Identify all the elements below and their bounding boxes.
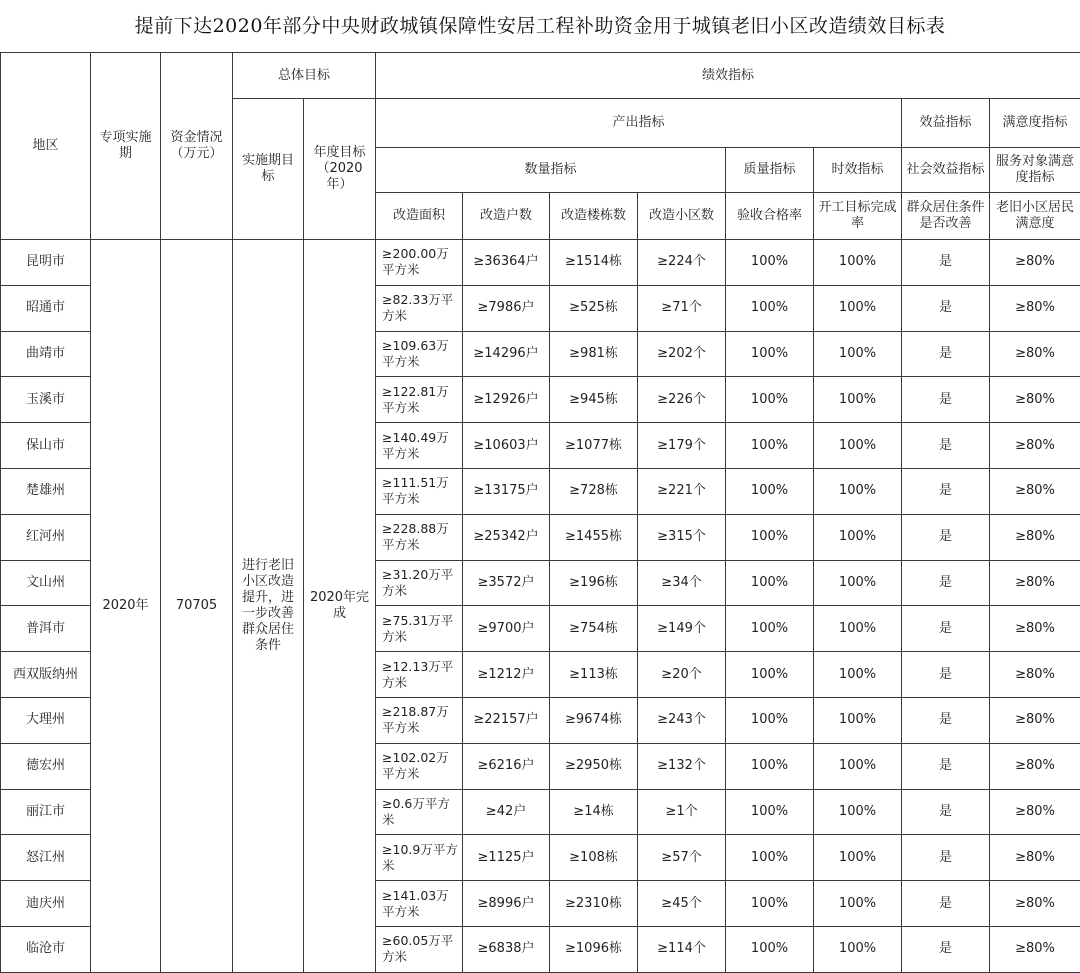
cell-area: ≥0.6万平方米 <box>376 789 463 835</box>
cell-improved: 是 <box>902 743 990 789</box>
col-header-satisfaction: 老旧小区居民满意度 <box>990 193 1080 240</box>
cell-satisfaction: ≥80% <box>990 331 1080 377</box>
cell-timely: 100% <box>814 331 902 377</box>
cell-buildings: ≥728栋 <box>550 468 638 514</box>
cell-households: ≥6838户 <box>463 926 550 972</box>
col-header-quality: 验收合格率 <box>726 193 814 240</box>
cell-improved: 是 <box>902 835 990 881</box>
cell-quality: 100% <box>726 789 814 835</box>
cell-buildings: ≥2310栋 <box>550 881 638 927</box>
cell-households: ≥9700户 <box>463 606 550 652</box>
col-header-households: 改造户数 <box>463 193 550 240</box>
header-funds: 资金情况（万元） <box>161 53 233 240</box>
cell-satisfaction: ≥80% <box>990 789 1080 835</box>
cell-satisfaction: ≥80% <box>990 835 1080 881</box>
cell-region: 临沧市 <box>1 926 91 972</box>
cell-satisfaction: ≥80% <box>990 652 1080 698</box>
cell-households: ≥7986户 <box>463 285 550 331</box>
cell-improved: 是 <box>902 285 990 331</box>
cell-area: ≥102.02万平方米 <box>376 743 463 789</box>
header-quality: 质量指标 <box>726 148 814 193</box>
cell-timely: 100% <box>814 560 902 606</box>
cell-buildings: ≥1096栋 <box>550 926 638 972</box>
cell-improved: 是 <box>902 789 990 835</box>
cell-timely: 100% <box>814 423 902 469</box>
cell-timely: 100% <box>814 606 902 652</box>
cell-buildings: ≥754栋 <box>550 606 638 652</box>
header-satisfaction: 满意度指标 <box>990 99 1080 148</box>
cell-timely: 100% <box>814 285 902 331</box>
cell-households: ≥10603户 <box>463 423 550 469</box>
cell-impl-goal: 进行老旧小区改造提升，进一步改善群众居住条件 <box>233 240 304 973</box>
cell-households: ≥8996户 <box>463 881 550 927</box>
cell-improved: 是 <box>902 881 990 927</box>
cell-quality: 100% <box>726 468 814 514</box>
cell-timely: 100% <box>814 789 902 835</box>
cell-quality: 100% <box>726 377 814 423</box>
cell-region: 怒江州 <box>1 835 91 881</box>
cell-region: 普洱市 <box>1 606 91 652</box>
cell-communities: ≥202个 <box>638 331 726 377</box>
header-output: 产出指标 <box>376 99 902 148</box>
cell-quality: 100% <box>726 240 814 286</box>
cell-households: ≥12926户 <box>463 377 550 423</box>
cell-satisfaction: ≥80% <box>990 697 1080 743</box>
cell-timely: 100% <box>814 835 902 881</box>
cell-quality: 100% <box>726 514 814 560</box>
cell-improved: 是 <box>902 514 990 560</box>
cell-quality: 100% <box>726 560 814 606</box>
cell-region: 楚雄州 <box>1 468 91 514</box>
cell-communities: ≥20个 <box>638 652 726 698</box>
cell-households: ≥36364户 <box>463 240 550 286</box>
cell-improved: 是 <box>902 652 990 698</box>
cell-area: ≥141.03万平方米 <box>376 881 463 927</box>
cell-improved: 是 <box>902 377 990 423</box>
cell-households: ≥1125户 <box>463 835 550 881</box>
cell-improved: 是 <box>902 423 990 469</box>
cell-region: 曲靖市 <box>1 331 91 377</box>
cell-quality: 100% <box>726 697 814 743</box>
cell-area: ≥10.9万平方米 <box>376 835 463 881</box>
cell-quality: 100% <box>726 835 814 881</box>
cell-region: 红河州 <box>1 514 91 560</box>
table-row <box>1 240 1080 286</box>
cell-satisfaction: ≥80% <box>990 423 1080 469</box>
cell-communities: ≥57个 <box>638 835 726 881</box>
cell-region: 西双版纳州 <box>1 652 91 698</box>
cell-households: ≥13175户 <box>463 468 550 514</box>
cell-communities: ≥149个 <box>638 606 726 652</box>
cell-improved: 是 <box>902 240 990 286</box>
header-region: 地区 <box>1 53 91 240</box>
cell-timely: 100% <box>814 881 902 927</box>
cell-buildings: ≥9674栋 <box>550 697 638 743</box>
cell-timely: 100% <box>814 240 902 286</box>
cell-quality: 100% <box>726 743 814 789</box>
cell-timely: 100% <box>814 377 902 423</box>
cell-region: 大理州 <box>1 697 91 743</box>
cell-annual-goal: 2020年完成 <box>304 240 376 973</box>
cell-communities: ≥243个 <box>638 697 726 743</box>
cell-buildings: ≥945栋 <box>550 377 638 423</box>
cell-communities: ≥179个 <box>638 423 726 469</box>
cell-buildings: ≥2950栋 <box>550 743 638 789</box>
header-benefit: 效益指标 <box>902 99 990 148</box>
cell-communities: ≥114个 <box>638 926 726 972</box>
cell-satisfaction: ≥80% <box>990 560 1080 606</box>
col-header-buildings: 改造楼栋数 <box>550 193 638 240</box>
cell-satisfaction: ≥80% <box>990 606 1080 652</box>
cell-buildings: ≥1514栋 <box>550 240 638 286</box>
cell-improved: 是 <box>902 560 990 606</box>
cell-timely: 100% <box>814 514 902 560</box>
cell-quality: 100% <box>726 423 814 469</box>
header-period: 专项实施期 <box>91 53 161 240</box>
cell-satisfaction: ≥80% <box>990 926 1080 972</box>
cell-region: 保山市 <box>1 423 91 469</box>
cell-buildings: ≥14栋 <box>550 789 638 835</box>
cell-households: ≥3572户 <box>463 560 550 606</box>
cell-quality: 100% <box>726 926 814 972</box>
header-annual-goal: 年度目标（2020年） <box>304 99 376 240</box>
cell-improved: 是 <box>902 468 990 514</box>
cell-buildings: ≥1077栋 <box>550 423 638 469</box>
cell-area: ≥60.05万平方米 <box>376 926 463 972</box>
cell-satisfaction: ≥80% <box>990 285 1080 331</box>
cell-timely: 100% <box>814 468 902 514</box>
cell-period: 2020年 <box>91 240 161 973</box>
cell-region: 迪庆州 <box>1 881 91 927</box>
cell-area: ≥200.00万平方米 <box>376 240 463 286</box>
cell-communities: ≥45个 <box>638 881 726 927</box>
cell-quality: 100% <box>726 331 814 377</box>
cell-satisfaction: ≥80% <box>990 743 1080 789</box>
cell-improved: 是 <box>902 606 990 652</box>
header-quantity: 数量指标 <box>376 148 726 193</box>
cell-region: 文山州 <box>1 560 91 606</box>
cell-satisfaction: ≥80% <box>990 377 1080 423</box>
cell-region: 昆明市 <box>1 240 91 286</box>
header-performance: 绩效指标 <box>376 53 1080 99</box>
cell-communities: ≥224个 <box>638 240 726 286</box>
cell-satisfaction: ≥80% <box>990 514 1080 560</box>
cell-households: ≥22157户 <box>463 697 550 743</box>
cell-area: ≥111.51万平方米 <box>376 468 463 514</box>
cell-communities: ≥315个 <box>638 514 726 560</box>
cell-households: ≥25342户 <box>463 514 550 560</box>
cell-households: ≥1212户 <box>463 652 550 698</box>
cell-area: ≥122.81万平方米 <box>376 377 463 423</box>
cell-area: ≥75.31万平方米 <box>376 606 463 652</box>
cell-households: ≥42户 <box>463 789 550 835</box>
cell-satisfaction: ≥80% <box>990 468 1080 514</box>
cell-area: ≥218.87万平方米 <box>376 697 463 743</box>
cell-region: 玉溪市 <box>1 377 91 423</box>
cell-communities: ≥132个 <box>638 743 726 789</box>
header-social: 社会效益指标 <box>902 148 990 193</box>
cell-area: ≥31.20万平方米 <box>376 560 463 606</box>
cell-quality: 100% <box>726 285 814 331</box>
cell-timely: 100% <box>814 743 902 789</box>
cell-communities: ≥226个 <box>638 377 726 423</box>
col-header-area: 改造面积 <box>376 193 463 240</box>
cell-improved: 是 <box>902 697 990 743</box>
cell-funds: 70705 <box>161 240 233 973</box>
cell-households: ≥14296户 <box>463 331 550 377</box>
cell-timely: 100% <box>814 652 902 698</box>
header-timeliness: 时效指标 <box>814 148 902 193</box>
cell-area: ≥12.13万平方米 <box>376 652 463 698</box>
cell-buildings: ≥981栋 <box>550 331 638 377</box>
cell-buildings: ≥113栋 <box>550 652 638 698</box>
cell-buildings: ≥108栋 <box>550 835 638 881</box>
cell-timely: 100% <box>814 926 902 972</box>
cell-area: ≥228.88万平方米 <box>376 514 463 560</box>
cell-satisfaction: ≥80% <box>990 881 1080 927</box>
cell-region: 丽江市 <box>1 789 91 835</box>
page-title: 提前下达2020年部分中央财政城镇保障性安居工程补助资金用于城镇老旧小区改造绩效目标表 <box>0 0 1080 52</box>
col-header-communities: 改造小区数 <box>638 193 726 240</box>
cell-improved: 是 <box>902 926 990 972</box>
cell-communities: ≥71个 <box>638 285 726 331</box>
cell-buildings: ≥1455栋 <box>550 514 638 560</box>
cell-communities: ≥221个 <box>638 468 726 514</box>
header-impl-goal: 实施期目标 <box>233 99 304 240</box>
performance-table <box>0 52 1080 973</box>
cell-quality: 100% <box>726 652 814 698</box>
cell-area: ≥109.63万平方米 <box>376 331 463 377</box>
cell-region: 昭通市 <box>1 285 91 331</box>
cell-quality: 100% <box>726 606 814 652</box>
cell-communities: ≥1个 <box>638 789 726 835</box>
cell-improved: 是 <box>902 331 990 377</box>
cell-buildings: ≥196栋 <box>550 560 638 606</box>
header-overall-goal: 总体目标 <box>233 53 376 99</box>
cell-region: 德宏州 <box>1 743 91 789</box>
cell-area: ≥82.33万平方米 <box>376 285 463 331</box>
header-service: 服务对象满意度指标 <box>990 148 1080 193</box>
cell-satisfaction: ≥80% <box>990 240 1080 286</box>
cell-area: ≥140.49万平方米 <box>376 423 463 469</box>
cell-quality: 100% <box>726 881 814 927</box>
cell-households: ≥6216户 <box>463 743 550 789</box>
col-header-improved: 群众居住条件是否改善 <box>902 193 990 240</box>
cell-buildings: ≥525栋 <box>550 285 638 331</box>
cell-timely: 100% <box>814 697 902 743</box>
col-header-timely: 开工目标完成率 <box>814 193 902 240</box>
cell-communities: ≥34个 <box>638 560 726 606</box>
